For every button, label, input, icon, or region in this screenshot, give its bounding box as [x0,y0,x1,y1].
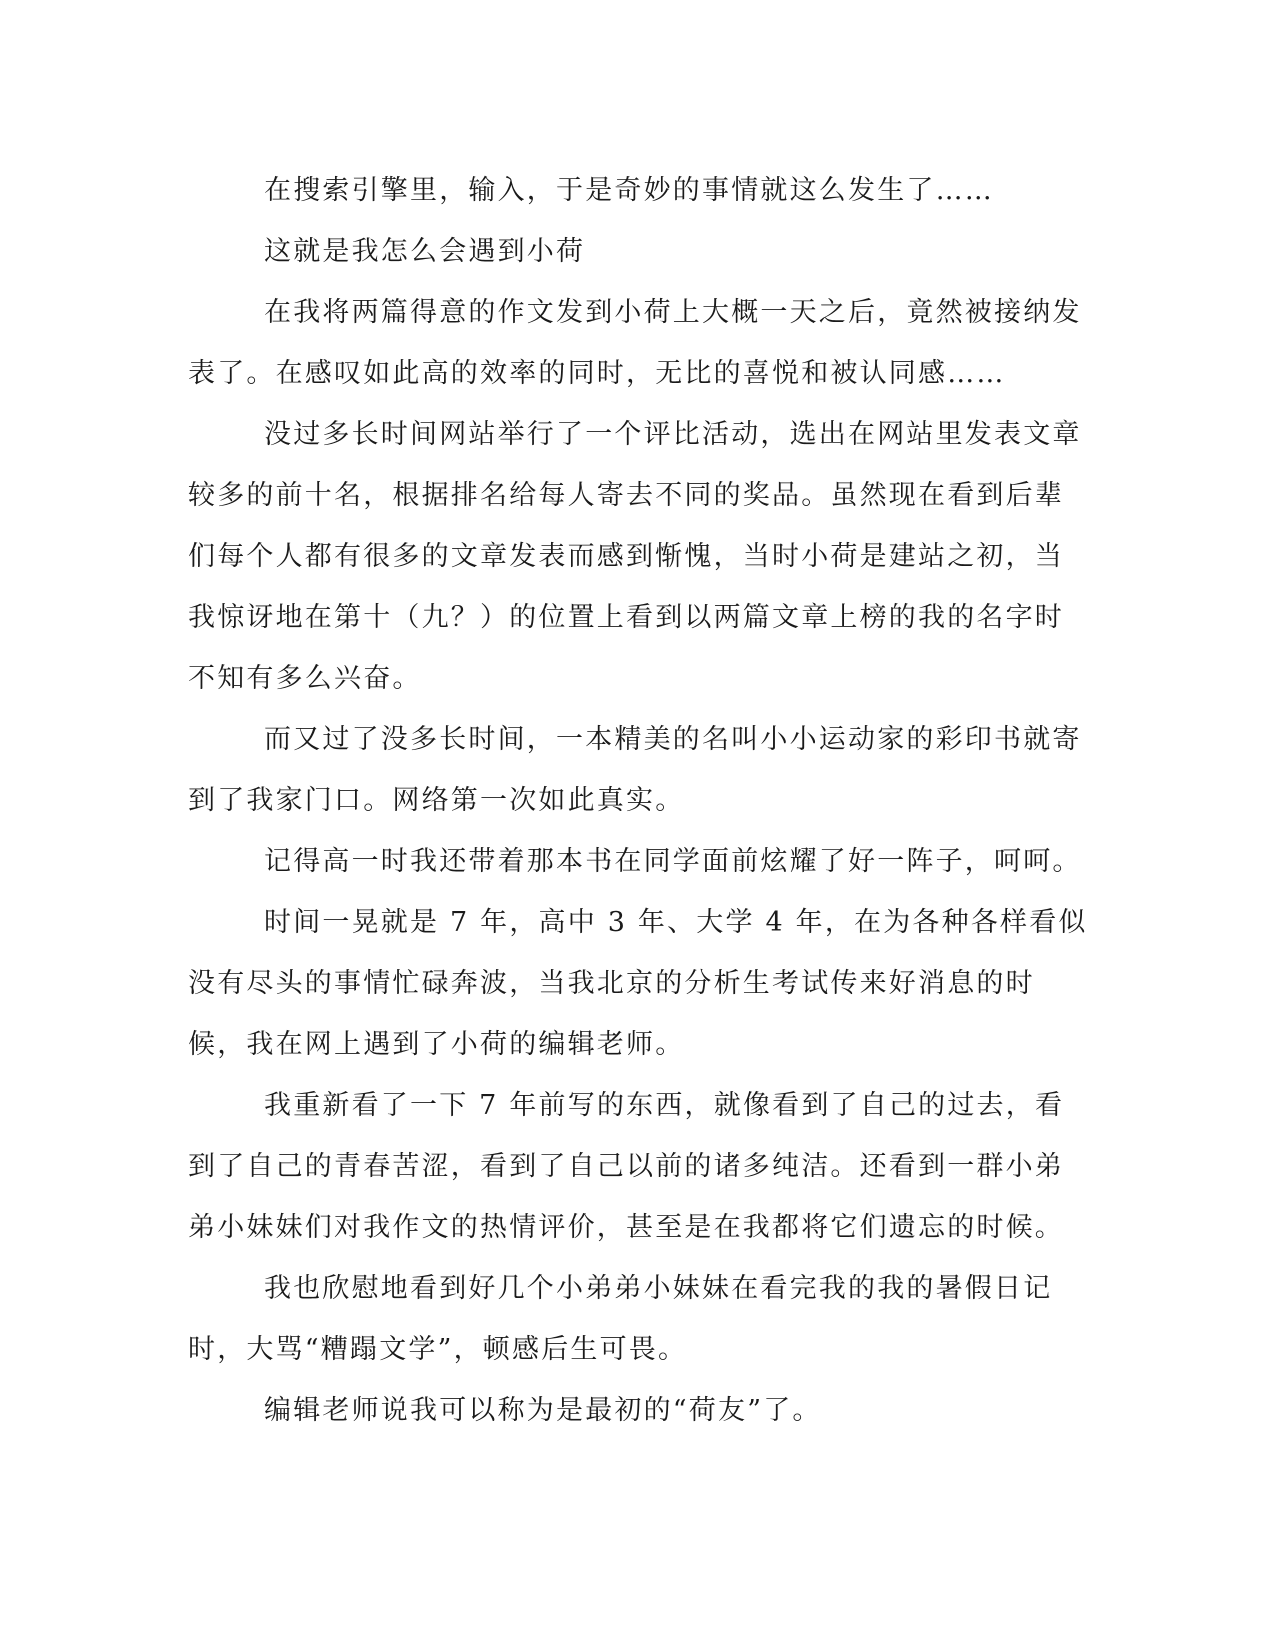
paragraph: 在搜索引擎里，输入，于是奇妙的事情就这么发生了…… [264,175,994,206]
paragraph: 编辑老师说我可以称为是最初的“荷友”了。 [264,1395,822,1426]
paragraph: 而又过了没多长时间，一本精美的名叫小小运动家的彩印书就寄到了我家门口。网络第一次如此真实。 [188,724,1082,816]
paragraph: 这就是我怎么会遇到小荷 [264,236,586,267]
document-body [188,160,1088,1441]
paragraph: 记得高一时我还带着那本书在同学面前炫耀了好一阵子，呵呵。 [264,846,1082,877]
paragraph: 我也欣慰地看到好几个小弟弟小妹妹在看完我的我的暑假日记时，大骂“糟蹋文学”，顿感后生可畏。 [188,1273,1053,1365]
paragraph: 时间一晃就是 7 年，高中 3 年、大学 4 年，在为各种各样看似没有尽头的事情忙碌奔波，当我北京的分析生考试传来好消息的时候，我在网上遇到了小荷的编辑老师。 [188,907,1088,1060]
paragraph: 在我将两篇得意的作文发到小荷上大概一天之后，竟然被接纳发表了。在感叹如此高的效率的同时，无比的喜悦和被认同感…… [188,297,1082,389]
paragraph: 我重新看了一下 7 年前写的东西，就像看到了自己的过去，看到了自己的青春苦涩，看到了自己以前的诸多纯洁。还看到一群小弟弟小妹妹们对我作文的热情评价，甚至是在我都将它们遗忘的时候。 [188,1090,1065,1243]
paragraph: 没过多长时间网站举行了一个评比活动，选出在网站里发表文章较多的前十名，根据排名给每人寄去不同的奖品。虽然现在看到后辈们每个人都有很多的文章发表而感到惭愧，当时小荷是建站之初，当我惊讶地在第十（九？）的位置上看到以两篇文章上榜的我的名字时不知有多么兴奋。 [188,419,1082,694]
